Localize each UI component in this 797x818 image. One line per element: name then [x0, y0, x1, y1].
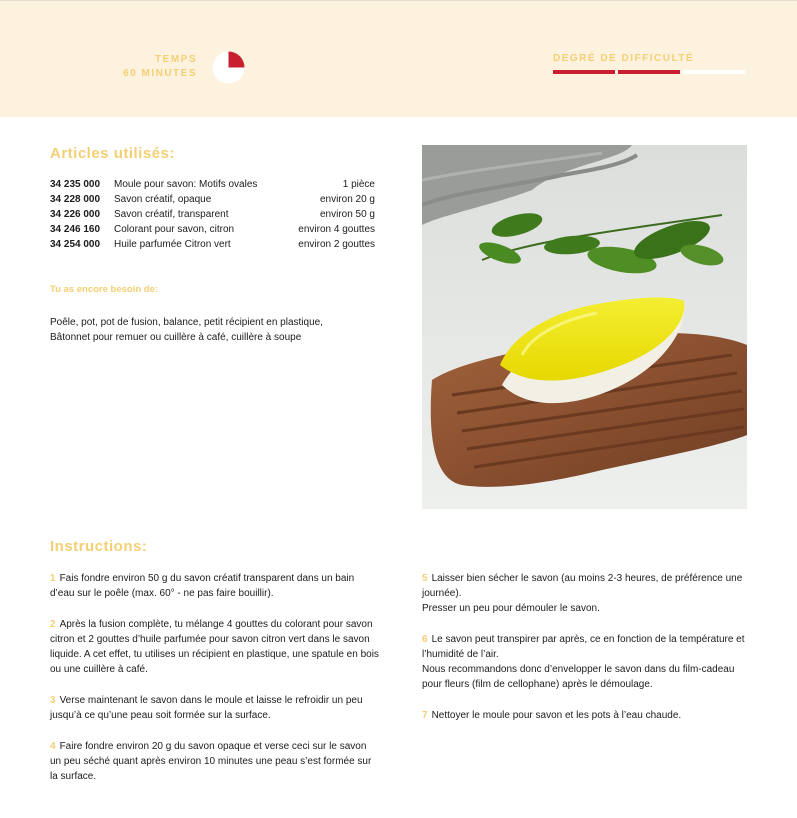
step-number: 3 — [50, 695, 56, 706]
article-quantity: environ 2 gouttes — [298, 239, 375, 250]
step-line — [50, 617, 390, 632]
article-number: 34 254 000 — [50, 239, 101, 250]
header-band — [0, 0, 797, 117]
step-line — [422, 708, 752, 723]
article-row — [50, 177, 375, 192]
article-name: Moule pour savon: Motifs ovales — [114, 179, 258, 190]
step-number: 5 — [422, 573, 428, 584]
step-number: 7 — [422, 710, 428, 721]
step-number: 6 — [422, 634, 428, 645]
clock-icon — [212, 51, 245, 84]
step-text: Fais fondre environ 50 g du savon créatif transparent dans un bain — [59, 573, 355, 584]
instructions-right-column — [422, 571, 752, 739]
step-line — [50, 754, 390, 769]
step-number: 4 — [50, 741, 56, 752]
step-line — [422, 586, 752, 601]
article-name: Savon créatif, opaque — [114, 194, 212, 205]
step-text: un peu séché quant après environ 10 minutes une peau s’est formée sur — [50, 756, 372, 767]
difficulty-segment — [553, 70, 615, 74]
step-text: Verse maintenant le savon dans le moule et laisse le refroidir un peu — [59, 695, 363, 706]
difficulty-meter — [553, 70, 746, 74]
step-number: 2 — [50, 619, 56, 630]
article-name: Colorant pour savon, citron — [114, 224, 235, 235]
article-number: 34 235 000 — [50, 179, 101, 190]
instruction-step — [422, 571, 752, 616]
instruction-step — [50, 739, 390, 784]
step-line — [422, 662, 752, 677]
step-line — [50, 693, 390, 708]
instruction-step — [422, 632, 752, 692]
step-text: jusqu’à ce qu’une peau soit formée sur la surface. — [50, 710, 271, 721]
time-value: 60 MINUTES — [123, 68, 197, 79]
step-text: Après la fusion complète, tu mélange 4 gouttes du colorant pour savon — [59, 619, 373, 630]
step-line — [50, 647, 390, 662]
article-row — [50, 222, 375, 237]
step-text: journée). — [422, 588, 462, 599]
step-line — [422, 647, 752, 662]
step-text: Nous recommandons donc d’envelopper le savon dans du film-cadeau — [422, 664, 735, 675]
needs-heading: Tu as encore besoin de: — [50, 284, 159, 295]
instruction-step — [50, 693, 390, 723]
article-quantity: environ 20 g — [319, 194, 375, 205]
instruction-step — [50, 571, 390, 601]
step-line — [50, 571, 390, 586]
article-quantity: 1 pièce — [342, 179, 375, 190]
step-text: l’humidité de l’air. — [422, 649, 499, 660]
article-number: 34 226 000 — [50, 209, 101, 220]
article-name: Huile parfumée Citron vert — [114, 239, 231, 250]
step-line — [50, 662, 390, 677]
step-line — [422, 601, 752, 616]
step-line — [422, 677, 752, 692]
step-text: Faire fondre environ 20 g du savon opaque et verse ceci sur le savon — [59, 741, 367, 752]
step-line — [50, 708, 390, 723]
step-text: pour fleurs (film de cellophane) après le démoulage. — [422, 679, 653, 690]
step-text: ou une cuillère à café. — [50, 664, 148, 675]
clock-wedge — [229, 52, 245, 68]
instructions-heading: Instructions: — [50, 538, 148, 555]
step-number: 1 — [50, 573, 56, 584]
article-number: 34 228 000 — [50, 194, 101, 205]
articles-table — [50, 177, 375, 252]
difficulty-segment — [683, 70, 745, 74]
step-text: citron et 2 gouttes d’huile parfumée pour savon citron vert dans le savon — [50, 634, 370, 645]
article-row — [50, 192, 375, 207]
article-name: Savon créatif, transparent — [114, 209, 229, 220]
instruction-step — [422, 708, 752, 723]
step-text: d’eau sur le poêle (max. 60° - ne pas faire bouillir). — [50, 588, 274, 599]
instructions-left-column — [50, 571, 390, 800]
time-label: TEMPS — [155, 54, 197, 65]
step-text: liquide. A cet effet, tu utilises un récipient en plastique, une spatule en bois — [50, 649, 379, 660]
step-line — [50, 586, 390, 601]
step-text: Nettoyer le moule pour savon et les pots à l’eau chaude. — [431, 710, 682, 721]
step-line — [50, 739, 390, 754]
step-text: Laisser bien sécher le savon (au moins 2-3 heures, de préférence une — [431, 573, 743, 584]
difficulty-label: DEGRÉ DE DIFFICULTÉ — [553, 53, 695, 64]
article-quantity: environ 4 gouttes — [298, 224, 375, 235]
step-line — [50, 769, 390, 784]
article-quantity: environ 50 g — [319, 209, 375, 220]
soap-photo — [422, 145, 747, 509]
needs-line: Bâtonnet pour remuer ou cuillère à café, cuillère à soupe — [50, 332, 302, 343]
article-number: 34 246 160 — [50, 224, 101, 235]
needs-text — [50, 315, 380, 345]
step-line — [50, 632, 390, 647]
article-row — [50, 207, 375, 222]
step-text: Le savon peut transpirer par après, ce en fonction de la température et — [431, 634, 745, 645]
articles-heading: Articles utilisés: — [50, 145, 175, 162]
step-line — [422, 571, 752, 586]
difficulty-segment — [618, 70, 680, 74]
step-line — [422, 632, 752, 647]
instruction-step — [50, 617, 390, 677]
step-text: la surface. — [50, 771, 97, 782]
article-row — [50, 237, 375, 252]
step-text: Presser un peu pour démouler le savon. — [422, 603, 600, 614]
needs-line: Poêle, pot, pot de fusion, balance, petit récipient en plastique, — [50, 317, 323, 328]
